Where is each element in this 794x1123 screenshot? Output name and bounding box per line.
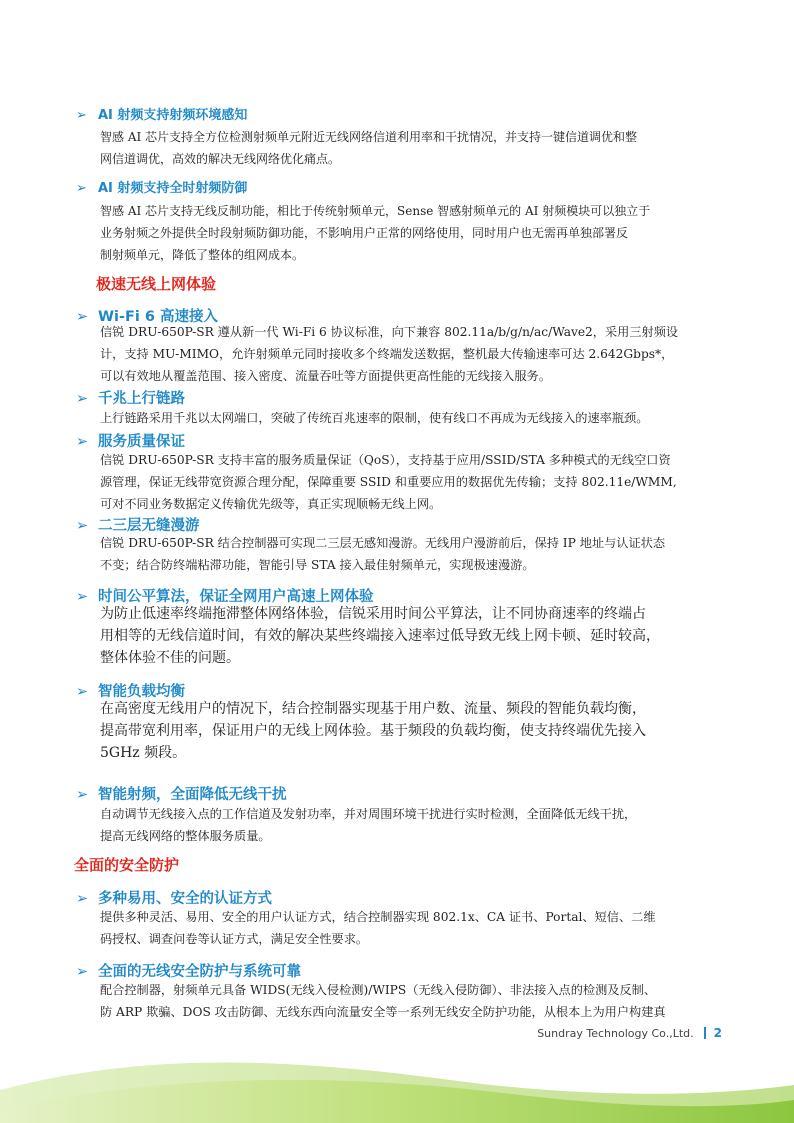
item-body-wireless-security	[100, 979, 722, 1023]
body-line: 信锐 DRU-650P-SR 支持丰富的服务质量保证（QoS），支持基于应用/SSID/STA 多种模式的无线空口资	[100, 453, 671, 467]
item-title-roaming: ➢ 二三层无缝漫游	[76, 518, 200, 534]
body-line: 智感 AI 芯片支持全方位检测射频单元附近无线网络信道利用率和干扰情况，并支持一键信道调优和整	[100, 130, 638, 144]
body-line: 配合控制器，射频单元具备 WIDS(无线入侵检测)/WIPS（无线入侵防御）、非法接入点的检测及反制、	[100, 983, 657, 997]
arrow-bullet-icon: ➢	[76, 391, 89, 407]
item-body-ai-rf-defense	[100, 200, 722, 266]
company-name: Sundray Technology Co.,Ltd.	[537, 1027, 694, 1040]
item-body-gigabit-uplink	[100, 407, 722, 429]
footer-divider	[704, 1027, 706, 1039]
body-line: 信锐 DRU-650P-SR 结合控制器可实现二三层无感知漫游。无线用户漫游前后，保持 IP 地址与认证状态	[100, 536, 666, 550]
body-line: 可以有效地从覆盖范围、接入密度、流量吞吐等方面提供更高性能的无线接入服务。	[100, 369, 551, 383]
item-title-gigabit-uplink: ➢ 千兆上行链路	[76, 391, 185, 407]
item-title-wifi6: ➢ Wi-Fi 6 高速接入	[76, 309, 219, 325]
page-footer	[537, 1026, 722, 1040]
body-line: 制射频单元，降低了整体的组网成本。	[100, 248, 305, 262]
body-line: 网信道调优，高效的解决无线网络优化痛点。	[100, 152, 341, 166]
body-line: 源管理，保证无线带宽资源合理分配，保障重要 SSID 和重要应用的数据优先传输；支持 802.11e/WMM,	[100, 475, 677, 489]
arrow-bullet-icon: ➢	[76, 434, 89, 450]
body-line: 提供多种灵活、易用、安全的用户认证方式，结合控制器实现 802.1x、CA 证书、Portal、短信、二维	[100, 910, 656, 924]
item-body-ai-rf-sensing	[100, 126, 722, 170]
section-title-speed: 极速无线上网体验	[96, 275, 217, 293]
body-line: 上行链路采用千兆以太网端口，突破了传统百兆速率的限制，使有线口不再成为无线接入的速率瓶颈。	[100, 411, 649, 425]
item-body-smart-rf	[100, 803, 722, 847]
green-wave-decoration	[0, 1040, 794, 1123]
body-line: 可对不同业务数据定义传输优先级等，真正实现顺畅无线上网。	[100, 497, 442, 511]
arrow-bullet-icon: ➢	[76, 181, 87, 196]
item-title-authentication: ➢ 多种易用、安全的认证方式	[76, 891, 272, 907]
body-line: 整体体验不佳的问题。	[100, 650, 240, 666]
item-title-wireless-security: ➢ 全面的无线安全防护与系统可靠	[76, 964, 301, 980]
body-line: 计，支持 MU-MIMO，允许射频单元同时接收多个终端发送数据，整机最大传输速率可达 2.642Gbps*，	[100, 347, 674, 361]
item-body-airtime-fairness	[100, 603, 722, 669]
item-body-qos	[100, 449, 722, 515]
page-number: 2	[713, 1026, 722, 1040]
body-line: 提高带宽利用率，保证用户的无线上网体验。基于频段的负载均衡，使支持终端优先接入	[100, 723, 646, 739]
arrow-bullet-icon: ➢	[76, 108, 87, 123]
arrow-bullet-icon: ➢	[76, 964, 89, 980]
body-line: 信锐 DRU-650P-SR 遵从新一代 Wi-Fi 6 协议标准，向下兼容 802.11a/b/g/n/ac/Wave2，采用三射频设	[100, 325, 679, 339]
item-title-qos: ➢ 服务质量保证	[76, 434, 185, 450]
body-line: 用相等的无线信道时间，有效的解决某些终端接入速率过低导致无线上网卡顿、延时较高，	[100, 628, 660, 644]
item-body-roaming	[100, 532, 722, 576]
item-title-smart-rf: ➢ 智能射频，全面降低无线干扰	[76, 787, 287, 803]
body-line: 为防止低速率终端拖滞整体网络体验，信锐采用时间公平算法，让不同协商速率的终端占	[100, 606, 646, 622]
arrow-bullet-icon: ➢	[76, 589, 89, 605]
body-line: 防 ARP 欺骗、DOS 攻击防御、无线东西向流量安全等一系列无线安全防护功能，从根本上为用户构建真	[100, 1005, 666, 1019]
item-title-airtime-fairness: ➢ 时间公平算法，保证全网用户高速上网体验	[76, 589, 374, 605]
item-body-wifi6	[100, 321, 722, 387]
item-title-ai-rf-sensing: ➢ AI 射频支持射频环境感知	[76, 108, 248, 123]
arrow-bullet-icon: ➢	[76, 309, 89, 325]
body-line: 5GHz 频段。	[100, 745, 187, 761]
body-line: 码授权、调查问卷等认证方式，满足安全性要求。	[100, 932, 369, 946]
arrow-bullet-icon: ➢	[76, 518, 89, 534]
item-title-load-balancing: ➢ 智能负载均衡	[76, 684, 185, 700]
arrow-bullet-icon: ➢	[76, 787, 89, 803]
section-title-security: 全面的安全防护	[74, 856, 180, 874]
item-body-authentication	[100, 906, 722, 950]
item-title-ai-rf-defense: ➢ AI 射频支持全时射频防御	[76, 181, 248, 196]
arrow-bullet-icon: ➢	[76, 684, 89, 700]
arrow-bullet-icon: ➢	[76, 891, 89, 907]
body-line: 自动调节无线接入点的工作信道及发射功率，并对周围环境干扰进行实时检测，全面降低无线干扰，	[100, 807, 637, 821]
body-line: 提高无线网络的整体服务质量。	[100, 829, 271, 843]
item-body-load-balancing	[100, 698, 722, 764]
body-line: 不变；结合防终端粘滞功能，智能引导 STA 接入最佳射频单元，实现极速漫游。	[100, 558, 535, 572]
body-line: 在高密度无线用户的情况下，结合控制器实现基于用户数、流量、频段的智能负载均衡，	[100, 701, 646, 717]
body-line: 业务射频之外提供全时段射频防御功能，不影响用户正常的网络使用，同时用户也无需再单独部署反	[100, 226, 629, 240]
body-line: 智感 AI 芯片支持无线反制功能，相比于传统射频单元，Sense 智感射频单元的 AI 射频模块可以独立于	[100, 204, 651, 218]
